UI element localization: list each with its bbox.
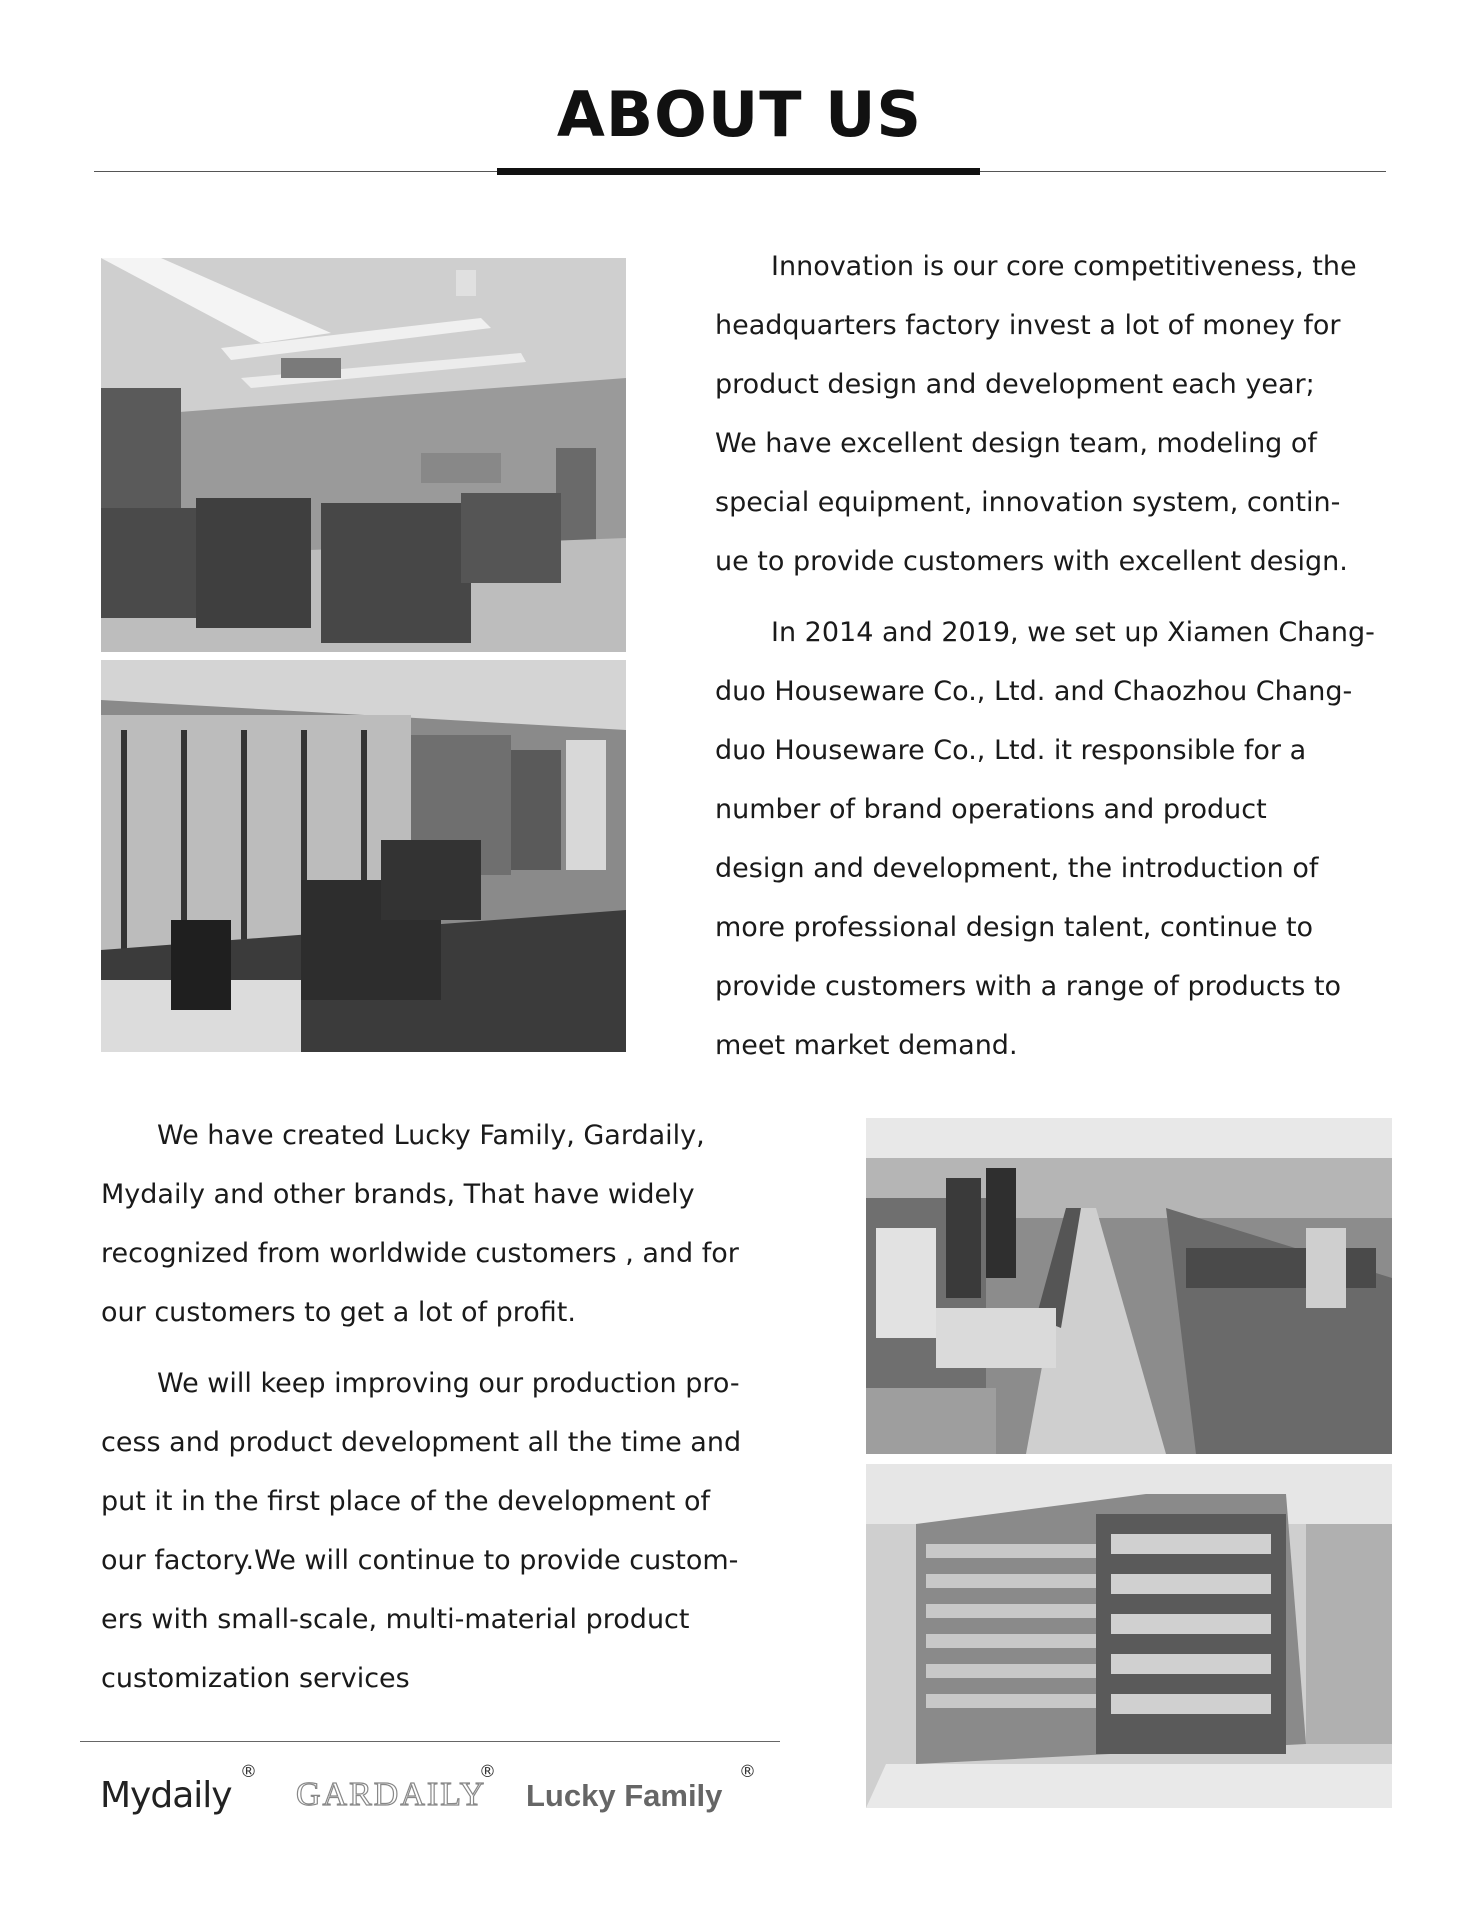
text-line: product design and development each year;: [715, 369, 1315, 400]
text-line: We have created Lucky Family, Gardaily,: [157, 1120, 705, 1151]
registered-mark: ®: [240, 1762, 257, 1782]
improvement-paragraph: [101, 1354, 741, 1708]
intro-paragraph-1: [715, 237, 1357, 591]
logo-divider-line: [80, 1741, 780, 1742]
text-line: In 2014 and 2019, we set up Xiamen Chang-: [771, 617, 1375, 648]
drying-racks-photo: [866, 1464, 1392, 1808]
brand-name: Mydaily: [100, 1775, 232, 1816]
mydaily-logo: [100, 1762, 270, 1818]
text-line: special equipment, innovation system, contin-: [715, 487, 1341, 518]
text-line: Innovation is our core competitiveness, the: [771, 251, 1357, 282]
title-underline-bar: [497, 168, 980, 175]
text-line: We will keep improving our production pro-: [157, 1368, 740, 1399]
text-line: meet market demand.: [715, 1030, 1018, 1061]
text-line: cess and product development all the time and: [101, 1427, 742, 1458]
brand-name: Lucky Family: [526, 1778, 723, 1813]
text-line: our factory.We will continue to provide custom-: [101, 1545, 739, 1576]
page-title: ABOUT US: [556, 78, 923, 151]
gardaily-logo: [296, 1762, 511, 1818]
factory-line-photo: [866, 1118, 1392, 1454]
brands-paragraph: [101, 1106, 739, 1342]
registered-mark: ®: [479, 1762, 496, 1782]
intro-paragraph-2: [715, 603, 1375, 1075]
text-line: more professional design talent, continue to: [715, 912, 1314, 943]
showroom-photo: [101, 660, 626, 1052]
text-line: duo Houseware Co., Ltd. it responsible for a: [715, 735, 1307, 766]
text-line: provide customers with a range of products to: [715, 971, 1342, 1002]
text-line: customization services: [101, 1663, 410, 1694]
text-line: design and development, the introduction of: [715, 853, 1319, 884]
text-line: ers with small-scale, multi-material product: [101, 1604, 690, 1635]
text-line: ue to provide customers with excellent design.: [715, 546, 1348, 577]
registered-mark: ®: [739, 1762, 756, 1782]
text-line: headquarters factory invest a lot of money for: [715, 310, 1341, 341]
lucky-family-logo: [526, 1762, 766, 1818]
text-line: Mydaily and other brands, That have widely: [101, 1179, 695, 1210]
text-line: put it in the first place of the development of: [101, 1486, 710, 1517]
text-line: We have excellent design team, modeling of: [715, 428, 1317, 459]
text-line: our customers to get a lot of profit.: [101, 1297, 576, 1328]
brand-name: GARDAILY: [296, 1776, 487, 1813]
text-line: recognized from worldwide customers , and for: [101, 1238, 739, 1269]
office-photo: [101, 258, 626, 652]
text-line: number of brand operations and product: [715, 794, 1267, 825]
text-line: duo Houseware Co., Ltd. and Chaozhou Chang-: [715, 676, 1353, 707]
